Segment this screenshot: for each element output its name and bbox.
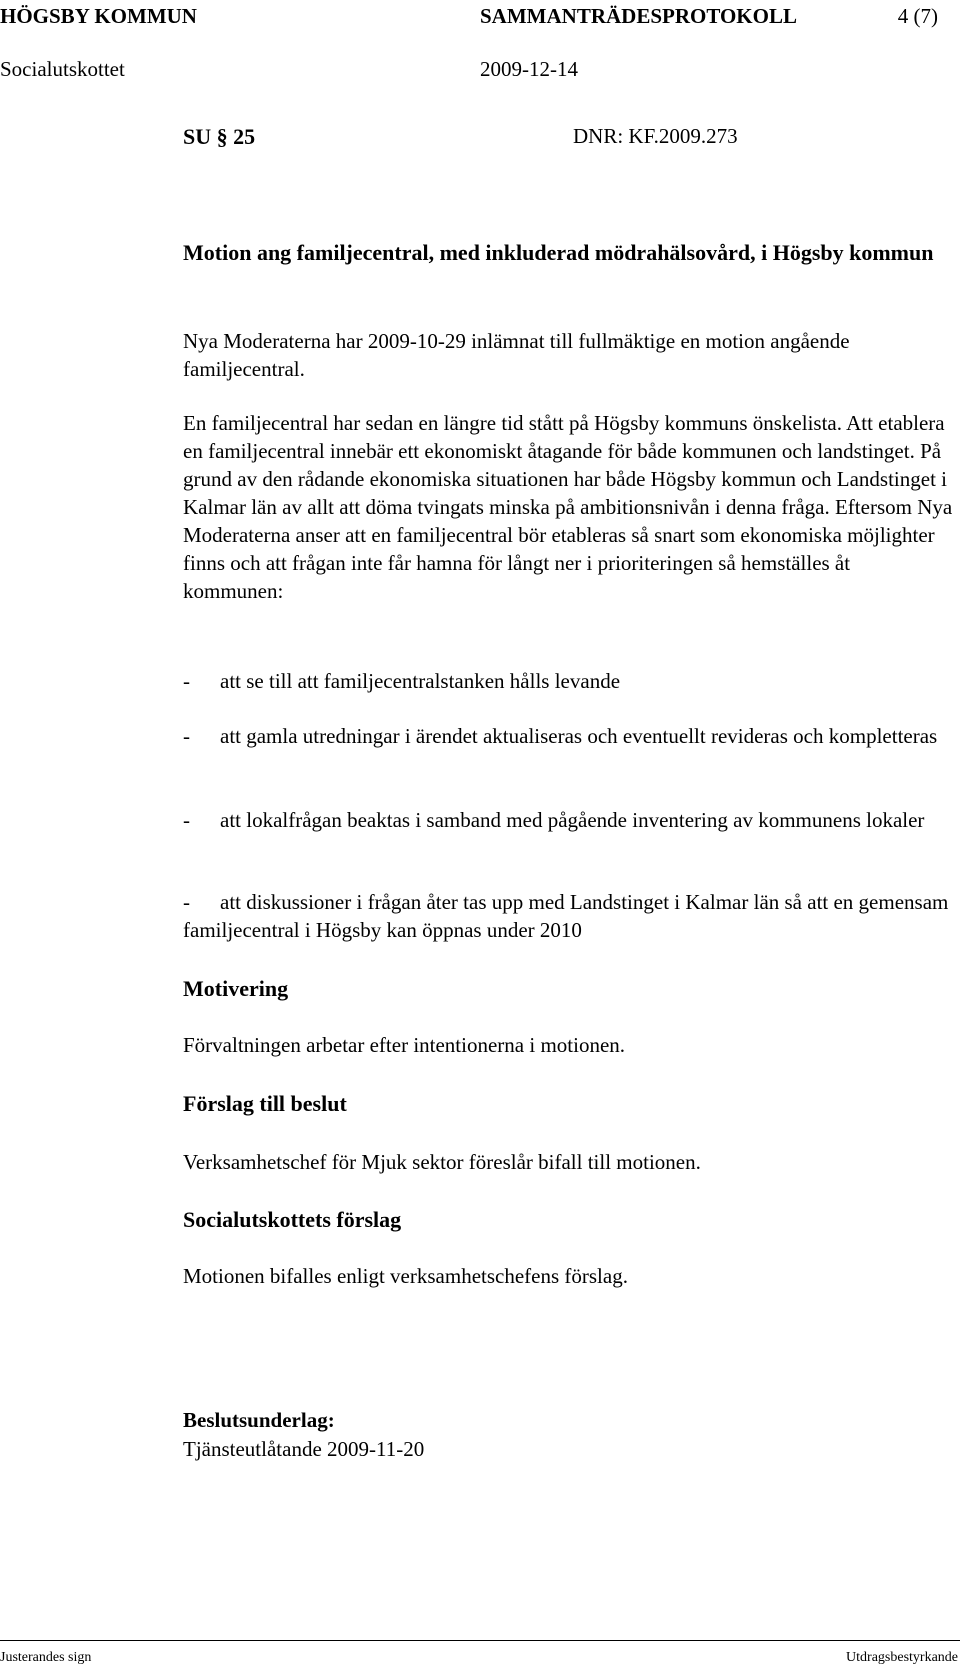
motivering-text: Förvaltningen arbetar efter intentionerna i motionen. <box>183 1033 626 1057</box>
su-forslag-text: Motionen bifalles enligt verksamhetschefens förslag. <box>183 1264 628 1288</box>
list-item-text: att gamla utredningar i ärendet aktualiseras och eventuellt revideras och kompletteras <box>220 724 938 748</box>
list-item <box>183 722 953 750</box>
committee-name: Socialutskottet <box>0 57 125 81</box>
case-dnr: DNR: KF.2009.273 <box>573 124 738 148</box>
document-type: SAMMANTRÄDESPROTOKOLL <box>480 4 797 28</box>
footer-justerandes-sign: Justerandes sign <box>0 1650 92 1665</box>
dash-marker: - <box>183 808 190 832</box>
intro-paragraph-2: En familjecentral har sedan en längre tid stått på Högsby kommuns önskelista. Att etablera en familjecentral innebär ett ekonomiskt åtagande för både kommunen och landstinget. På grund av den rådande ekonomiska situationen har både Högsby kommun och Landstinget i Kalmar län av allt att döma tvingats minska på ambitionsnivån i denna fråga. Eftersom Nya Moderaterna anser att en familjecentral bör etableras så snart som ekonomiska möjlighter finns och att frågan inte får hamna för långt ner i prioriteringen så hemställes åt kommunen: <box>183 411 953 603</box>
section-number: SU § 25 <box>183 124 256 149</box>
dash-marker: - <box>183 890 190 914</box>
su-forslag-heading: Socialutskottets förslag <box>183 1207 402 1232</box>
list-item <box>183 667 953 695</box>
dash-marker: - <box>183 724 190 748</box>
dash-marker: - <box>183 669 190 693</box>
list-item-text: att diskussioner i frågan åter tas upp med Landstinget i Kalmar län så att en gemensam familjecentral i Högsby kan öppnas under 2010 <box>183 890 949 942</box>
footer-utdragsbestyrkande: Utdragsbestyrkande <box>846 1650 958 1665</box>
meeting-date: 2009-12-14 <box>480 57 578 81</box>
intro-paragraph-1: Nya Moderaterna har 2009-10-29 inlämnat till fullmäktige en motion angående familjecentral. <box>183 329 850 381</box>
beslutsunderlag-heading: Beslutsunderlag: <box>183 1408 335 1432</box>
forslag-heading: Förslag till beslut <box>183 1091 347 1116</box>
beslutsunderlag-text: Tjänsteutlåtande 2009-11-20 <box>183 1437 425 1461</box>
forslag-text: Verksamhetschef för Mjuk sektor föreslår bifall till motionen. <box>183 1150 701 1174</box>
motivering-heading: Motivering <box>183 976 289 1001</box>
page-number: 4 (7) <box>897 4 938 28</box>
footer-divider <box>0 1640 960 1641</box>
municipality-name: HÖGSBY KOMMUN <box>0 4 197 28</box>
list-item-text: att se till att familjecentralstanken hålls levande <box>220 669 621 693</box>
document-title: Motion ang familjecentral, med inkluderad mödrahälsovård, i Högsby kommun <box>183 240 934 265</box>
list-item <box>183 806 953 834</box>
list-item-text: att lokalfrågan beaktas i samband med pågående inventering av kommunens lokaler <box>220 808 925 832</box>
list-item <box>183 888 953 944</box>
